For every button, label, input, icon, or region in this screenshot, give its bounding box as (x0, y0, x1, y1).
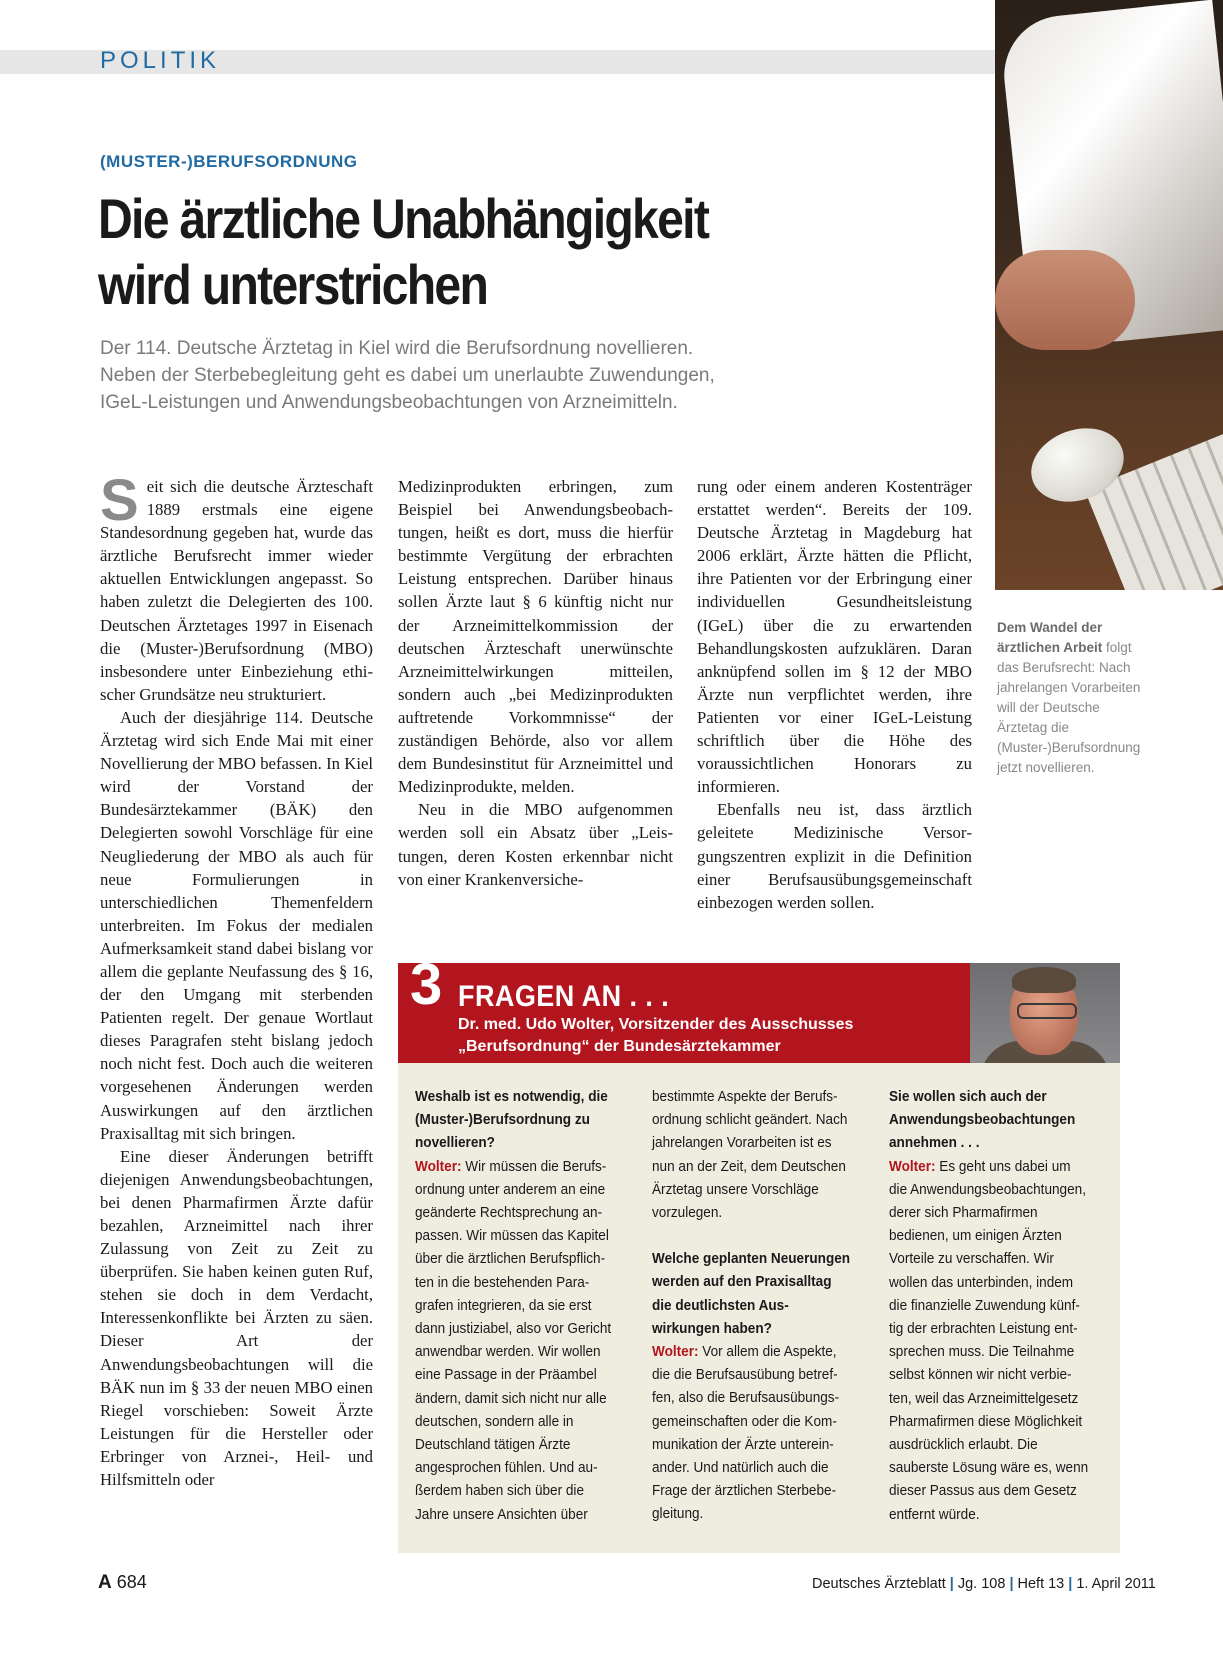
answer-1 (415, 1156, 615, 1527)
journal-volume: Jg. 108 (957, 1576, 1006, 1592)
paragraph-7: Ebenfalls neu ist, dass ärztlich geleitete Medizinische Versorgungszentren explizit in die Definition einer Berufsausübungsgemeinschaft einbezogen werden sollen. (697, 800, 972, 912)
body-column-3 (697, 475, 972, 914)
page-number (98, 1572, 147, 1594)
interview-number: 3 (410, 952, 443, 1017)
lead-line-2: Neben der Sterbebegleitung geht es dabei um unerlaubte Zuwendungen, (100, 365, 715, 386)
answer-2 (652, 1341, 852, 1527)
speaker-label: Wolter: (415, 1158, 462, 1175)
paragraph-4: Medizinprodukten erbringen, zum Beispiel bei Anwendungsbeobachtungen, heißt es dort, muss die hierfür bestimmte Vergütung der erbrachten Leistung entsprechen. Darüber hinaus sollen Ärzte laut § 6 künftig nicht nur der Arzneimittelkommission der deutschen Ärzteschaft unerwünschte Arzneimittelwirkungen mitteilen, sondern auch „bei Medizinprodukten auftretende Vorkommnisse“ der zuständigen Behörde, also vor allem dem Bundesinstitut für Arzneimittel und Medizinprodukte, melden. (398, 477, 673, 797)
headline-line-2: wird unterstrichen (98, 253, 488, 316)
speaker-label: Wolter: (889, 1158, 936, 1175)
paragraph-6: rung oder einem anderen Kostenträger erstattet werden“. Bereits der 109. Deutsche Ärztetag in Magdeburg hat 2006 erklärt, Ärzte hätten die Pflicht, ihre Patienten vor der Erbringung einer individuellen Gesundheitsleistung (IGeL) über die zu erwartenden Behandlungskosten aufzuklären. Daran anknüpfend sollen im § 12 der MBO Ärzte nun verpflichtet werden, ihre Patienten vor einer IGeL-Leistung schriftlich über die Höhe des voraussichtlichen Honorars zu informieren. (697, 477, 972, 797)
section-label: POLITIK (100, 47, 221, 74)
journal-date: 1. April 2011 (1076, 1576, 1156, 1592)
answer-1-text: Wir müssen die Berufsordnung unter anderem an eine geänderte Rechtsprechung anpassen. Wir müssen das Kapitel über die ärztlichen Berufspflichten in die bestehenden Paragrafen integrieren, da sie erst dann justiziabel, also vor Gericht anwendbar werden. Wir wollen eine Passage in der Präambel ändern, damit sich nicht nur alle deutschen, sondern alle in Deutschland tätigen Ärzte angesprochen fühlen. Und außerdem haben sich über die Jahre unsere Ansichten über (415, 1158, 612, 1523)
headline-line-1: Die ärztliche Unabhängigkeit (98, 187, 709, 250)
drop-cap: S (100, 468, 139, 533)
question-3: Sie wollen sich auch der Anwendungsbeobachtungen annehmen . . . (889, 1089, 1076, 1152)
interview-title: FRAGEN AN . . . (458, 980, 670, 1013)
paragraph-1-text: eit sich die deutsche Ärzteschaft 1889 erstmals eine eigene Standesordnung gegeben hat, wurde das ärztliche Berufsrecht immer wieder aktuellen Entwicklungen angepasst. So haben zuletzt die Delegierten des 100. Deutschen Ärztetages 1997 in Eisenach die (Muster-)Berufsordnung (MBO) insbesondere unter Einbeziehung ethischer Grundsätze neu strukturiert. (100, 477, 373, 704)
article-lead (100, 335, 900, 416)
article-photo (995, 0, 1223, 590)
lead-line-1: Der 114. Deutsche Ärztetag in Kiel wird die Berufsordnung novellieren. (100, 338, 694, 359)
question-1: Weshalb ist es notwendig, die (Muster-)Berufsordnung zu novellieren? (415, 1089, 608, 1152)
question-2: Welche geplanten Neuerungen werden auf den Praxisalltag die deutlichsten Auswirkungen haben? (652, 1251, 851, 1337)
interview-subtitle (458, 1014, 878, 1058)
answer-2-text: Vor allem die Aspekte, die die Berufsausübung betreffen, also die Berufsausübungsgemeinschaften oder die Kommunikation der Ärzte untereinander. Und natürlich auch die Frage der ärztlichen Sterbebegleitung. (652, 1344, 840, 1523)
answer-1-continued: bestimmte Aspekte der Berufsordnung schlicht geändert. Nach jahrelangen Vorarbeiten ist es nun an der Zeit, dem Deutschen Ärztetag unsere Vorschläge vorzulegen. (652, 1089, 848, 1222)
body-column-1 (100, 468, 373, 1491)
interview-column-2 (652, 1086, 852, 1527)
photo-caption (997, 618, 1147, 778)
interview-column-1 (415, 1086, 615, 1527)
portrait-glasses (1017, 1003, 1077, 1019)
paragraph-2: Auch der diesjährige 114. Deutsche Ärztetag wird sich Ende Mai mit einer Novellierung der MBO befassen. In Kiel wird der Vorstand der Bundesärztekammer (BÄK) den Delegierten sowohl Vorschläge für eine Neugliederung der MBO als auch für neue Formulierungen in unterschiedlichen Themenfeldern unterbreiten. Im Fokus der medialen Aufmerksamkeit stand dabei bislang vor allem die geplante Neufassung des § 16, der den Umgang mit sterbenden Patienten regelt. Der genaue Wortlaut dieses Paragrafen steht bislang jedoch noch nicht fest. Doch auch die weiteren vorgesehenen Änderungen werden Auswirkungen auf den ärztlichen Praxisalltag mit sich bringen. (100, 707, 373, 1143)
paragraph-5: Neu in die MBO aufgenommen werden soll ein Absatz über „Leistungen, deren Kosten erkennbar nicht von einer Krankenversiche- (398, 800, 673, 889)
journal-info: Deutsches Ärzteblatt | Jg. 108 | Heft 13 | 1. April 2011 (812, 1576, 1156, 1592)
answer-3 (889, 1156, 1089, 1527)
interview-subtitle-line-1: Dr. med. Udo Wolter, Vorsitzender des Ausschusses (458, 1016, 854, 1033)
journal-name: Deutsches Ärzteblatt (812, 1576, 946, 1592)
interview-column-3 (889, 1086, 1089, 1527)
caption-text: folgt das Berufsrecht: Nach jahrelangen Vorarbeiten will der Deutsche Ärztetag die (Muster-)Berufsordnung jetzt novellieren. (997, 640, 1141, 775)
lead-line-3: IGeL-Leistungen und Anwendungsbeobachtungen von Arzneimitteln. (100, 392, 678, 413)
paragraph-3: Eine dieser Änderungen betrifft diejenigen Anwendungsbeobachtungen, bei denen Pharmafirmen Ärzte dafür bezahlen, Arzneimittel nach ihrer Zulassung von Zeit zu Zeit zu überprüfen. Sie haben keinen guten Ruf, stehen sie doch in dem Verdacht, Interessenkonflikte bei Ärzten zu säen. Dieser Art der Anwendungsbeobachtungen will die BÄK nun im § 33 der neuen MBO einen Riegel vorschieben: Soweit Ärzte Leistungen für die Hersteller oder Erbringer von Arznei-, Heil- und Hilfsmitteln oder (100, 1146, 373, 1490)
article-kicker: (MUSTER-)BERUFSORDNUNG (100, 152, 358, 171)
page-letter: A (98, 1572, 112, 1593)
interviewee-portrait (970, 963, 1120, 1063)
journal-issue: Heft 13 (1017, 1576, 1065, 1592)
paragraph-1 (100, 468, 373, 706)
answer-3-text: Es geht uns dabei um die Anwendungsbeobachtungen, derer sich Pharmafirmen bedienen, um einigen Ärzten Vorteile zu verschaffen. Wir wollen das unterbinden, indem die finanzielle Zuwendung künftig der erbrachten Leistung entsprechen muss. Die Teilnahme selbst können wir nicht verbieten, weil das Arzneimittelgesetz Pharmafirmen diese Möglichkeit ausdrücklich erlaubt. Die sauberste Lösung wäre es, wenn dieser Passus aus dem Gesetz entfernt würde. (889, 1158, 1089, 1523)
caption-bold: Dem Wandel der ärztlichen Arbeit (997, 620, 1103, 655)
page-number-value: 684 (116, 1572, 147, 1592)
article-headline (98, 186, 820, 318)
interview-subtitle-line-2: „Berufsordnung“ der Bundesärztekammer (458, 1038, 781, 1055)
photo-hand (995, 250, 1135, 350)
speaker-label: Wolter: (652, 1344, 699, 1361)
portrait-hair (1012, 967, 1076, 993)
body-column-2 (398, 475, 673, 891)
